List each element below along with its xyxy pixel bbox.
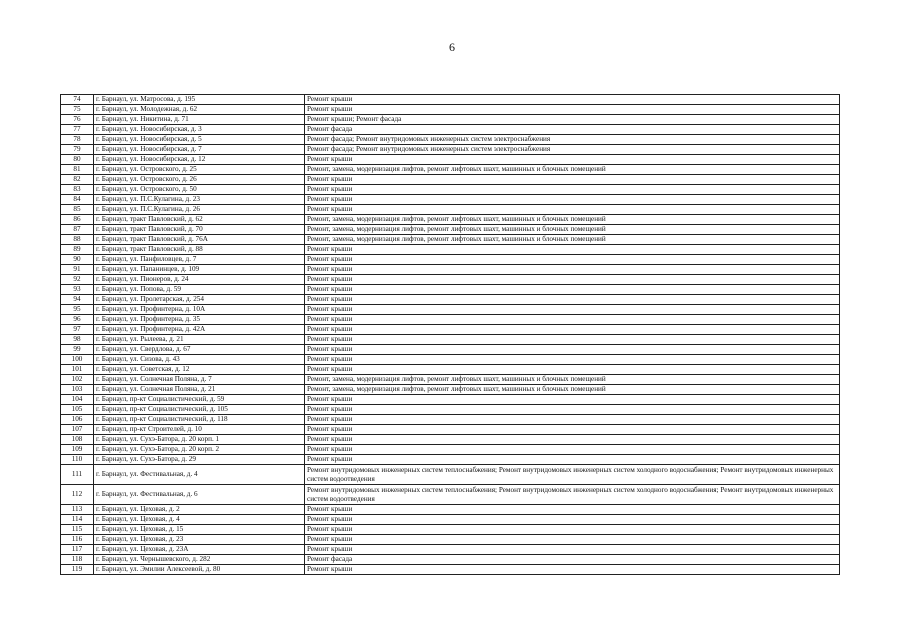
work-type-cell: Ремонт крыши bbox=[305, 155, 840, 165]
work-type-cell: Ремонт крыши bbox=[305, 425, 840, 435]
work-type-cell: Ремонт крыши bbox=[305, 395, 840, 405]
work-type-cell: Ремонт внутридомовых инженерных систем теплоснабжения; Ремонт внутридомовых инженерных систем холодного водоснабжения; Ремонт внутридомовых инженерных систем водоотведения bbox=[305, 465, 840, 485]
address-cell: г. Барнаул, пр-кт Строителей, д. 10 bbox=[94, 425, 305, 435]
table-row bbox=[61, 185, 840, 195]
work-type-cell: Ремонт крыши bbox=[305, 535, 840, 545]
work-type-cell: Ремонт крыши bbox=[305, 255, 840, 265]
table-row bbox=[61, 425, 840, 435]
table-row bbox=[61, 225, 840, 235]
table-row bbox=[61, 125, 840, 135]
address-cell: г. Барнаул, ул. Новосибирская, д. 5 bbox=[94, 135, 305, 145]
row-number-cell: 84 bbox=[61, 195, 94, 205]
work-type-cell: Ремонт крыши bbox=[305, 415, 840, 425]
address-cell: г. Барнаул, ул. П.С.Кулагина, д. 26 bbox=[94, 205, 305, 215]
address-cell: г. Барнаул, ул. Цеховая, д. 15 bbox=[94, 525, 305, 535]
table-row bbox=[61, 285, 840, 295]
row-number-cell: 112 bbox=[61, 485, 94, 505]
row-number-cell: 117 bbox=[61, 545, 94, 555]
address-cell: г. Барнаул, ул. Сухэ-Батора, д. 20 корп. 1 bbox=[94, 435, 305, 445]
row-number-cell: 87 bbox=[61, 225, 94, 235]
table-row bbox=[61, 525, 840, 535]
work-type-cell: Ремонт, замена, модернизация лифтов, ремонт лифтовых шахт, машинных и блочных помещений bbox=[305, 225, 840, 235]
address-cell: г. Барнаул, пр-кт Социалистический, д. 105 bbox=[94, 405, 305, 415]
row-number-cell: 74 bbox=[61, 95, 94, 105]
table-row bbox=[61, 355, 840, 365]
row-number-cell: 100 bbox=[61, 355, 94, 365]
work-type-cell: Ремонт крыши bbox=[305, 315, 840, 325]
work-type-cell: Ремонт крыши bbox=[305, 365, 840, 375]
address-cell: г. Барнаул, ул. Цеховая, д. 23А bbox=[94, 545, 305, 555]
address-cell: г. Барнаул, ул. Островского, д. 50 bbox=[94, 185, 305, 195]
work-type-cell: Ремонт крыши bbox=[305, 525, 840, 535]
row-number-cell: 91 bbox=[61, 265, 94, 275]
row-number-cell: 119 bbox=[61, 565, 94, 575]
address-cell: г. Барнаул, ул. Профинтерна, д. 10А bbox=[94, 305, 305, 315]
work-type-cell: Ремонт внутридомовых инженерных систем теплоснабжения; Ремонт внутридомовых инженерных систем холодного водоснабжения; Ремонт внутридомовых инженерных систем водоотведения bbox=[305, 485, 840, 505]
address-cell: г. Барнаул, ул. Свердлова, д. 67 bbox=[94, 345, 305, 355]
row-number-cell: 89 bbox=[61, 245, 94, 255]
row-number-cell: 75 bbox=[61, 105, 94, 115]
address-cell: г. Барнаул, ул. П.С.Кулагина, д. 23 bbox=[94, 195, 305, 205]
address-cell: г. Барнаул, ул. Сухэ-Батора, д. 20 корп. 2 bbox=[94, 445, 305, 455]
table-row bbox=[61, 445, 840, 455]
work-type-cell: Ремонт крыши bbox=[305, 545, 840, 555]
work-type-cell: Ремонт крыши bbox=[305, 435, 840, 445]
table-row bbox=[61, 165, 840, 175]
address-cell: г. Барнаул, ул. Новосибирская, д. 3 bbox=[94, 125, 305, 135]
address-cell: г. Барнаул, ул. Эмилии Алексеевой, д. 80 bbox=[94, 565, 305, 575]
repair-registry-table bbox=[60, 94, 840, 575]
row-number-cell: 90 bbox=[61, 255, 94, 265]
address-cell: г. Барнаул, ул. Солнечная Поляна, д. 21 bbox=[94, 385, 305, 395]
work-type-cell: Ремонт крыши bbox=[305, 265, 840, 275]
table-row bbox=[61, 135, 840, 145]
address-cell: г. Барнаул, ул. Папанинцев, д. 109 bbox=[94, 265, 305, 275]
row-number-cell: 108 bbox=[61, 435, 94, 445]
row-number-cell: 95 bbox=[61, 305, 94, 315]
work-type-cell: Ремонт крыши bbox=[305, 345, 840, 355]
table-row bbox=[61, 565, 840, 575]
table-row bbox=[61, 335, 840, 345]
table-row bbox=[61, 415, 840, 425]
work-type-cell: Ремонт, замена, модернизация лифтов, ремонт лифтовых шахт, машинных и блочных помещений bbox=[305, 215, 840, 225]
row-number-cell: 101 bbox=[61, 365, 94, 375]
row-number-cell: 94 bbox=[61, 295, 94, 305]
work-type-cell: Ремонт, замена, модернизация лифтов, ремонт лифтовых шахт, машинных и блочных помещений bbox=[305, 235, 840, 245]
table-row bbox=[61, 465, 840, 485]
work-type-cell: Ремонт крыши bbox=[305, 205, 840, 215]
address-cell: г. Барнаул, ул. Советская, д. 12 bbox=[94, 365, 305, 375]
work-type-cell: Ремонт фасада bbox=[305, 125, 840, 135]
row-number-cell: 99 bbox=[61, 345, 94, 355]
table-row bbox=[61, 515, 840, 525]
work-type-cell: Ремонт крыши bbox=[305, 195, 840, 205]
table-row bbox=[61, 325, 840, 335]
table-row bbox=[61, 155, 840, 165]
table-row bbox=[61, 145, 840, 155]
work-type-cell: Ремонт крыши bbox=[305, 325, 840, 335]
table-row bbox=[61, 205, 840, 215]
address-cell: г. Барнаул, ул. Островского, д. 25 bbox=[94, 165, 305, 175]
table-row bbox=[61, 345, 840, 355]
address-cell: г. Барнаул, ул. Молодежная, д. 62 bbox=[94, 105, 305, 115]
address-cell: г. Барнаул, ул. Чернышевского, д. 282 bbox=[94, 555, 305, 565]
address-cell: г. Барнаул, пр-кт Социалистический, д. 59 bbox=[94, 395, 305, 405]
address-cell: г. Барнаул, ул. Солнечная Поляна, д. 7 bbox=[94, 375, 305, 385]
work-type-cell: Ремонт крыши bbox=[305, 565, 840, 575]
work-type-cell: Ремонт крыши bbox=[305, 505, 840, 515]
work-type-cell: Ремонт крыши bbox=[305, 355, 840, 365]
table-row bbox=[61, 405, 840, 415]
table-row bbox=[61, 275, 840, 285]
table-row bbox=[61, 455, 840, 465]
row-number-cell: 77 bbox=[61, 125, 94, 135]
work-type-cell: Ремонт, замена, модернизация лифтов, ремонт лифтовых шахт, машинных и блочных помещений bbox=[305, 165, 840, 175]
table-row bbox=[61, 235, 840, 245]
work-type-cell: Ремонт крыши bbox=[305, 175, 840, 185]
table-row bbox=[61, 535, 840, 545]
work-type-cell: Ремонт крыши bbox=[305, 105, 840, 115]
address-cell: г. Барнаул, ул. Фестивальная, д. 4 bbox=[94, 465, 305, 485]
row-number-cell: 93 bbox=[61, 285, 94, 295]
address-cell: г. Барнаул, ул. Панфиловцев, д. 7 bbox=[94, 255, 305, 265]
work-type-cell: Ремонт крыши bbox=[305, 405, 840, 415]
row-number-cell: 107 bbox=[61, 425, 94, 435]
row-number-cell: 86 bbox=[61, 215, 94, 225]
table-row bbox=[61, 255, 840, 265]
address-cell: г. Барнаул, ул. Пролетарская, д. 254 bbox=[94, 295, 305, 305]
table-row bbox=[61, 485, 840, 505]
row-number-cell: 97 bbox=[61, 325, 94, 335]
row-number-cell: 102 bbox=[61, 375, 94, 385]
work-type-cell: Ремонт крыши bbox=[305, 305, 840, 315]
address-cell: г. Барнаул, ул. Новосибирская, д. 12 bbox=[94, 155, 305, 165]
work-type-cell: Ремонт крыши bbox=[305, 245, 840, 255]
row-number-cell: 81 bbox=[61, 165, 94, 175]
table-row bbox=[61, 385, 840, 395]
work-type-cell: Ремонт, замена, модернизация лифтов, ремонт лифтовых шахт, машинных и блочных помещений bbox=[305, 375, 840, 385]
address-cell: г. Барнаул, тракт Павловский, д. 88 bbox=[94, 245, 305, 255]
row-number-cell: 76 bbox=[61, 115, 94, 125]
address-cell: г. Барнаул, ул. Матросова, д. 195 bbox=[94, 95, 305, 105]
registry-table-body bbox=[61, 95, 840, 575]
table-row bbox=[61, 315, 840, 325]
table-row bbox=[61, 555, 840, 565]
row-number-cell: 80 bbox=[61, 155, 94, 165]
table-row bbox=[61, 95, 840, 105]
row-number-cell: 116 bbox=[61, 535, 94, 545]
row-number-cell: 110 bbox=[61, 455, 94, 465]
row-number-cell: 114 bbox=[61, 515, 94, 525]
row-number-cell: 105 bbox=[61, 405, 94, 415]
address-cell: г. Барнаул, ул. Цеховая, д. 4 bbox=[94, 515, 305, 525]
table-row bbox=[61, 195, 840, 205]
row-number-cell: 115 bbox=[61, 525, 94, 535]
table-row bbox=[61, 305, 840, 315]
row-number-cell: 92 bbox=[61, 275, 94, 285]
address-cell: г. Барнаул, тракт Павловский, д. 70 bbox=[94, 225, 305, 235]
table-row bbox=[61, 375, 840, 385]
row-number-cell: 78 bbox=[61, 135, 94, 145]
table-row bbox=[61, 435, 840, 445]
row-number-cell: 96 bbox=[61, 315, 94, 325]
address-cell: г. Барнаул, ул. Никитина, д. 71 bbox=[94, 115, 305, 125]
work-type-cell: Ремонт крыши bbox=[305, 275, 840, 285]
table-row bbox=[61, 115, 840, 125]
address-cell: г. Барнаул, ул. Рылеева, д. 21 bbox=[94, 335, 305, 345]
address-cell: г. Барнаул, ул. Сизова, д. 43 bbox=[94, 355, 305, 365]
address-cell: г. Барнаул, ул. Новосибирская, д. 7 bbox=[94, 145, 305, 155]
work-type-cell: Ремонт крыши bbox=[305, 335, 840, 345]
row-number-cell: 104 bbox=[61, 395, 94, 405]
table-row bbox=[61, 395, 840, 405]
work-type-cell: Ремонт крыши bbox=[305, 95, 840, 105]
row-number-cell: 103 bbox=[61, 385, 94, 395]
row-number-cell: 79 bbox=[61, 145, 94, 155]
address-cell: г. Барнаул, ул. Попова, д. 59 bbox=[94, 285, 305, 295]
work-type-cell: Ремонт фасада; Ремонт внутридомовых инженерных систем электроснабжения bbox=[305, 145, 840, 155]
address-cell: г. Барнаул, ул. Профинтерна, д. 42А bbox=[94, 325, 305, 335]
table-row bbox=[61, 365, 840, 375]
address-cell: г. Барнаул, тракт Павловский, д. 76А bbox=[94, 235, 305, 245]
work-type-cell: Ремонт, замена, модернизация лифтов, ремонт лифтовых шахт, машинных и блочных помещений bbox=[305, 385, 840, 395]
table-row bbox=[61, 545, 840, 555]
table-row bbox=[61, 505, 840, 515]
row-number-cell: 118 bbox=[61, 555, 94, 565]
address-cell: г. Барнаул, ул. Фестивальная, д. 6 bbox=[94, 485, 305, 505]
table-row bbox=[61, 295, 840, 305]
address-cell: г. Барнаул, тракт Павловский, д. 62 bbox=[94, 215, 305, 225]
page-number: 6 bbox=[449, 40, 455, 54]
address-cell: г. Барнаул, ул. Цеховая, д. 2 bbox=[94, 505, 305, 515]
row-number-cell: 111 bbox=[61, 465, 94, 485]
table-row bbox=[61, 105, 840, 115]
row-number-cell: 113 bbox=[61, 505, 94, 515]
work-type-cell: Ремонт крыши bbox=[305, 445, 840, 455]
work-type-cell: Ремонт крыши bbox=[305, 295, 840, 305]
row-number-cell: 85 bbox=[61, 205, 94, 215]
address-cell: г. Барнаул, ул. Островского, д. 26 bbox=[94, 175, 305, 185]
work-type-cell: Ремонт крыши; Ремонт фасада bbox=[305, 115, 840, 125]
address-cell: г. Барнаул, ул. Цеховая, д. 23 bbox=[94, 535, 305, 545]
table-row bbox=[61, 175, 840, 185]
table-row bbox=[61, 245, 840, 255]
table-row bbox=[61, 265, 840, 275]
work-type-cell: Ремонт крыши bbox=[305, 285, 840, 295]
address-cell: г. Барнаул, ул. Сухэ-Батора, д. 29 bbox=[94, 455, 305, 465]
row-number-cell: 83 bbox=[61, 185, 94, 195]
row-number-cell: 82 bbox=[61, 175, 94, 185]
address-cell: г. Барнаул, ул. Пионеров, д. 24 bbox=[94, 275, 305, 285]
address-cell: г. Барнаул, пр-кт Социалистический, д. 118 bbox=[94, 415, 305, 425]
work-type-cell: Ремонт крыши bbox=[305, 515, 840, 525]
work-type-cell: Ремонт крыши bbox=[305, 455, 840, 465]
address-cell: г. Барнаул, ул. Профинтерна, д. 35 bbox=[94, 315, 305, 325]
work-type-cell: Ремонт фасада bbox=[305, 555, 840, 565]
row-number-cell: 109 bbox=[61, 445, 94, 455]
table-row bbox=[61, 215, 840, 225]
work-type-cell: Ремонт фасада; Ремонт внутридомовых инженерных систем электроснабжения bbox=[305, 135, 840, 145]
work-type-cell: Ремонт крыши bbox=[305, 185, 840, 195]
row-number-cell: 88 bbox=[61, 235, 94, 245]
row-number-cell: 98 bbox=[61, 335, 94, 345]
row-number-cell: 106 bbox=[61, 415, 94, 425]
